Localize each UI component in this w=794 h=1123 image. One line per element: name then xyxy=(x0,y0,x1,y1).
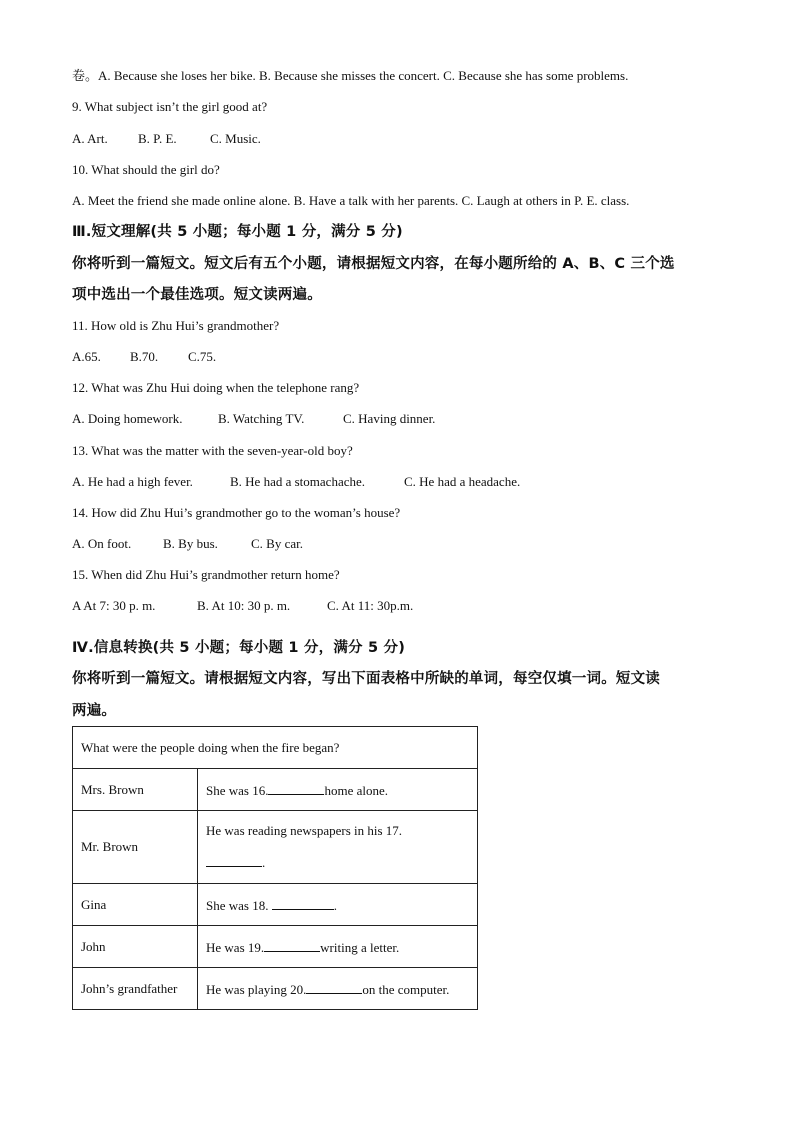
q14-options xyxy=(72,536,303,552)
q13-options xyxy=(72,474,520,490)
q9-option-a: A. Art. xyxy=(72,131,108,146)
q14-option-b: B. By bus. xyxy=(163,536,218,551)
person-name-cell: Gina xyxy=(73,884,198,926)
activity-text-after: writing a letter. xyxy=(320,939,400,955)
q11-option-a: A.65. xyxy=(72,349,101,364)
q13-option-c: C. He had a headache. xyxy=(404,474,521,489)
q13-option-a: A. He had a high fever. xyxy=(72,474,193,489)
q12-options xyxy=(72,411,435,427)
q14-option-c: C. By car. xyxy=(251,536,303,551)
q15-option-a: A At 7: 30 p. m. xyxy=(72,598,156,613)
question-14: 14. How did Zhu Hui’s grandmother go to the woman’s house? xyxy=(72,505,401,520)
activity-text-before: She was 16. xyxy=(206,782,269,798)
q10-options: A. Meet the friend she made online alone. B. Have a talk with her parents. C. Laugh at others in P. E. class. xyxy=(72,193,630,208)
q9-option-b: B. P. E. xyxy=(138,131,177,146)
answer-blank-17[interactable] xyxy=(206,853,262,867)
activity-cell xyxy=(198,811,478,884)
q15-option-c: C. At 11: 30p.m. xyxy=(327,598,414,613)
question-9: 9. What subject isn’t the girl good at? xyxy=(72,99,268,114)
q9-option-c: C. Music. xyxy=(210,131,261,146)
table-row xyxy=(73,811,478,884)
question-15: 15. When did Zhu Hui’s grandmother return home? xyxy=(72,567,340,582)
table-row xyxy=(73,769,478,811)
section-4-instructions-line-1: 你将听到一篇短文。请根据短文内容，写出下面表格中所缺的单词，每空仅填一词。短文读 xyxy=(72,671,660,687)
section-3-instructions-line-1: 你将听到一篇短文。短文后有五个小题，请根据短文内容，在每小题所给的 A、B、C 三个选 xyxy=(72,256,675,272)
section-4-title: Ⅳ.信息转换(共 5 小题；每小题 1 分，满分 5 分) xyxy=(72,640,406,656)
activity-text-before: She was 18. xyxy=(206,897,272,913)
activity-text-before: He was reading newspapers in his 17. xyxy=(206,823,403,838)
person-name-cell: Mr. Brown xyxy=(73,811,198,884)
q12-option-a: A. Doing homework. xyxy=(72,411,183,426)
q11-option-b: B.70. xyxy=(130,349,159,364)
activity-text-after: . xyxy=(333,897,337,913)
q13-option-b: B. He had a stomachache. xyxy=(230,474,366,489)
question-10: 10. What should the girl do? xyxy=(72,162,220,177)
activity-text-after: . xyxy=(262,855,266,870)
answer-blank-16[interactable] xyxy=(268,781,324,795)
activity-text-after: on the computer. xyxy=(362,981,450,997)
person-name-cell: John xyxy=(73,926,198,968)
activity-text-after: home alone. xyxy=(324,782,389,798)
q9-options xyxy=(72,131,261,147)
activity-cell xyxy=(198,968,478,1010)
table-row xyxy=(73,968,478,1010)
answer-blank-19[interactable] xyxy=(264,938,320,952)
section-3-instructions-line-2: 项中选出一个最佳选项。短文读两遍。 xyxy=(72,287,322,303)
q14-option-a: A. On foot. xyxy=(72,536,132,551)
activity-text-before: He was 19. xyxy=(206,939,265,955)
person-name-cell: John’s grandfather xyxy=(73,968,198,1010)
answer-blank-18[interactable] xyxy=(272,896,334,910)
q11-option-c: C.75. xyxy=(188,349,217,364)
question-11: 11. How old is Zhu Hui’s grandmother? xyxy=(72,318,280,333)
table-row xyxy=(73,926,478,968)
section-4-instructions-line-2: 两遍。 xyxy=(72,703,117,719)
q11-options xyxy=(72,349,216,365)
q15-options xyxy=(72,598,413,614)
table-row xyxy=(73,884,478,926)
question-13: 13. What was the matter with the seven-year-old boy? xyxy=(72,443,353,458)
table-header-cell: What were the people doing when the fire began? xyxy=(73,727,478,769)
activity-text-before: He was playing 20. xyxy=(206,981,307,997)
activity-cell xyxy=(198,884,478,926)
info-table xyxy=(72,726,478,1010)
table-header-row xyxy=(73,727,478,769)
activity-cell xyxy=(198,769,478,811)
q12-option-b: B. Watching TV. xyxy=(218,411,305,426)
q8-options: 卷。A. Because she loses her bike. B. Because she misses the concert. C. Because she has some problems. xyxy=(72,68,629,83)
activity-cell xyxy=(198,926,478,968)
question-12: 12. What was Zhu Hui doing when the telephone rang? xyxy=(72,380,360,395)
q15-option-b: B. At 10: 30 p. m. xyxy=(197,598,291,613)
section-3-title: Ⅲ.短文理解(共 5 小题；每小题 1 分，满分 5 分) xyxy=(72,224,403,240)
q12-option-c: C. Having dinner. xyxy=(343,411,436,426)
answer-blank-20[interactable] xyxy=(306,980,362,994)
person-name-cell: Mrs. Brown xyxy=(73,769,198,811)
